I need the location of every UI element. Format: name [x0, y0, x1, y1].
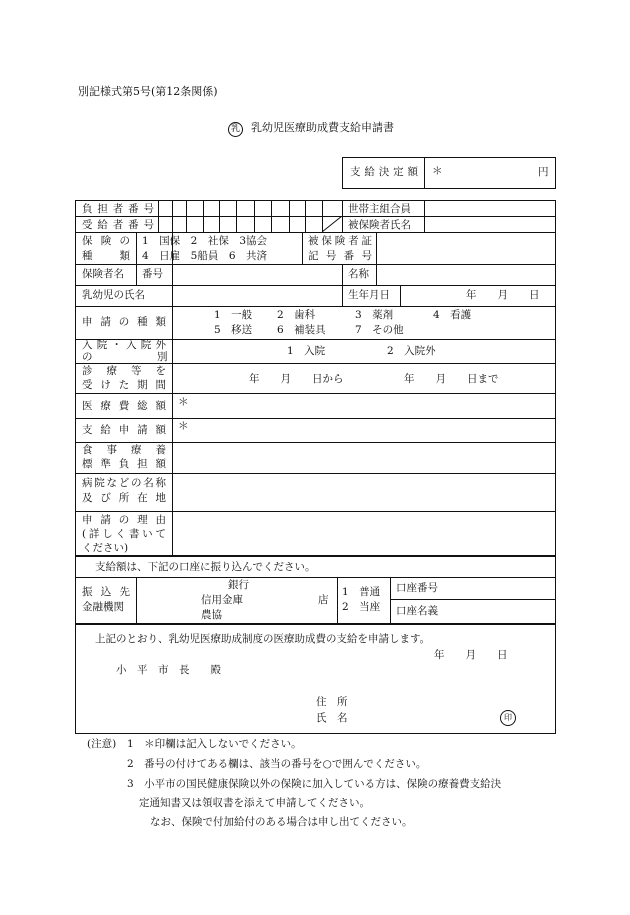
birth-date-fields: 年 月 日 — [466, 289, 540, 301]
account-name-label: 口座名義 — [396, 605, 438, 617]
app-option-3: 3 薬剤 — [355, 309, 394, 321]
inout-label-2a: の — [82, 351, 93, 363]
form-title-text: 乳幼児医療助成費支給申請書 — [251, 121, 394, 134]
insurance-type-label-1: 保 険 の — [82, 235, 130, 247]
reason-label-3: ください) — [82, 542, 129, 554]
note-4: なお、保険で付加給付のある場合は申し出てください。 — [150, 816, 413, 828]
note-1: 1 ＊印欄は記入しないでください。 — [127, 738, 302, 750]
medical-total-asterisk: ＊ — [178, 396, 189, 408]
app-option-1: 1 一般 — [214, 309, 253, 321]
nokyo-label: 農協 — [201, 609, 222, 621]
child-name-label: 乳幼児の氏名 — [82, 289, 145, 301]
payment-decision-label: 支 給 決 定 額 — [350, 166, 418, 178]
app-option-4: 4 看護 — [433, 309, 472, 321]
note-2: 2 番号の付けてある欄は、該当の番号を○で囲んでください。 — [127, 758, 427, 770]
period-to: 年 月 日まで — [404, 373, 499, 385]
inout-label-2b: 別 — [157, 351, 168, 363]
insurance-type-label-2: 種 類 — [82, 250, 130, 262]
declaration-text: 上記のとおり、乳幼児医療助成制度の医療助成費の支給を申請します。 — [95, 633, 431, 645]
hospital-label-2: 及 び 所 在 地 — [82, 492, 166, 504]
transfer-dest-label-2: 金融機関 — [82, 601, 124, 613]
notes-prefix: (注意) — [87, 738, 117, 750]
form-title — [228, 122, 394, 137]
birth-date-label: 生年月日 — [348, 289, 390, 301]
account-type-2: 2 当座 — [342, 601, 381, 613]
payment-decision-asterisk: ＊ — [432, 165, 443, 177]
name-label: 名称 — [348, 268, 369, 280]
reason-label-1: 申 請 の 理 由 — [82, 514, 166, 526]
reason-label-2: ( 詳 し く 書 い て — [82, 528, 166, 540]
insured-cert-label-1: 被 保 険 者 証 — [308, 235, 372, 247]
insurance-options-1: 1 国保 2 社保 3協会 — [142, 235, 268, 247]
slash-mark — [322, 216, 342, 232]
number-label: 番号 — [142, 268, 163, 280]
burden-number-label: 負 担 者 番 号 — [82, 203, 154, 215]
yen-unit: 円 — [538, 166, 549, 178]
application-type-label: 申 請 の 種 類 — [82, 316, 166, 328]
medical-total-label: 医 療 費 総 額 — [82, 400, 166, 412]
transfer-dest-label-1: 振 込 先 — [82, 586, 130, 598]
head-of-household-label: 世帯主組合員 — [348, 203, 411, 215]
inout-option-2: 2 入院外 — [387, 345, 436, 357]
nyu-mark-icon: 乳 — [228, 122, 243, 137]
payment-request-label: 支 給 申 請 額 — [82, 424, 166, 436]
account-type-1: 1 普通 — [342, 586, 381, 598]
note-3: 3 小平市の国民健康保険以外の保険に加入している方は、保険の療養費支給決 — [127, 778, 502, 790]
app-option-6: 6 補装具 — [277, 324, 326, 336]
inout-label-1: 入 院 ・ 入 院 外 — [82, 339, 166, 351]
bank-label: 銀行 — [228, 579, 249, 591]
period-from: 年 月 日から — [249, 373, 344, 385]
meal-label-2: 標 準 負 担 額 — [82, 458, 166, 470]
app-option-5: 5 移送 — [214, 324, 253, 336]
account-number-label: 口座番号 — [396, 582, 438, 594]
payment-request-asterisk: ＊ — [178, 420, 189, 432]
insurer-name-label: 保険者名 — [82, 268, 124, 280]
branch-label: 店 — [318, 594, 329, 606]
meal-label-1: 食 事 療 養 — [82, 444, 166, 456]
bank-notice: 支給額は、下記の口座に振り込んでください。 — [95, 561, 316, 573]
app-option-7: 7 その他 — [355, 324, 404, 336]
insured-name-label: 被保険者氏名 — [348, 219, 411, 231]
note-3-continued: 定通知書又は領収書を添えて申請してください。 — [139, 797, 370, 809]
hospital-label-1: 病 院 な ど の 名 称 — [82, 477, 166, 489]
seal-mark-icon: 印 — [500, 710, 516, 726]
period-label-2: 受 け た 期 間 — [82, 379, 166, 391]
shinkin-label: 信用金庫 — [201, 594, 243, 606]
insured-cert-label-2: 記 号 番 号 — [308, 250, 372, 262]
declaration-date: 年 月 日 — [434, 649, 508, 661]
addressee: 小 平 市 長 殿 — [116, 664, 221, 676]
inout-option-1: 1 入院 — [287, 345, 326, 357]
insurance-options-2: 4 日雇 5船員 6 共済 — [142, 250, 268, 262]
address-label: 住 所 — [316, 696, 348, 708]
form-number: 別記様式第5号(第12条関係) — [78, 85, 218, 98]
name-field-label: 氏 名 — [316, 712, 348, 724]
recipient-number-label: 受 給 者 番 号 — [82, 219, 154, 231]
period-label-1: 診 療 等 を — [82, 365, 166, 377]
app-option-2: 2 歯科 — [277, 309, 316, 321]
